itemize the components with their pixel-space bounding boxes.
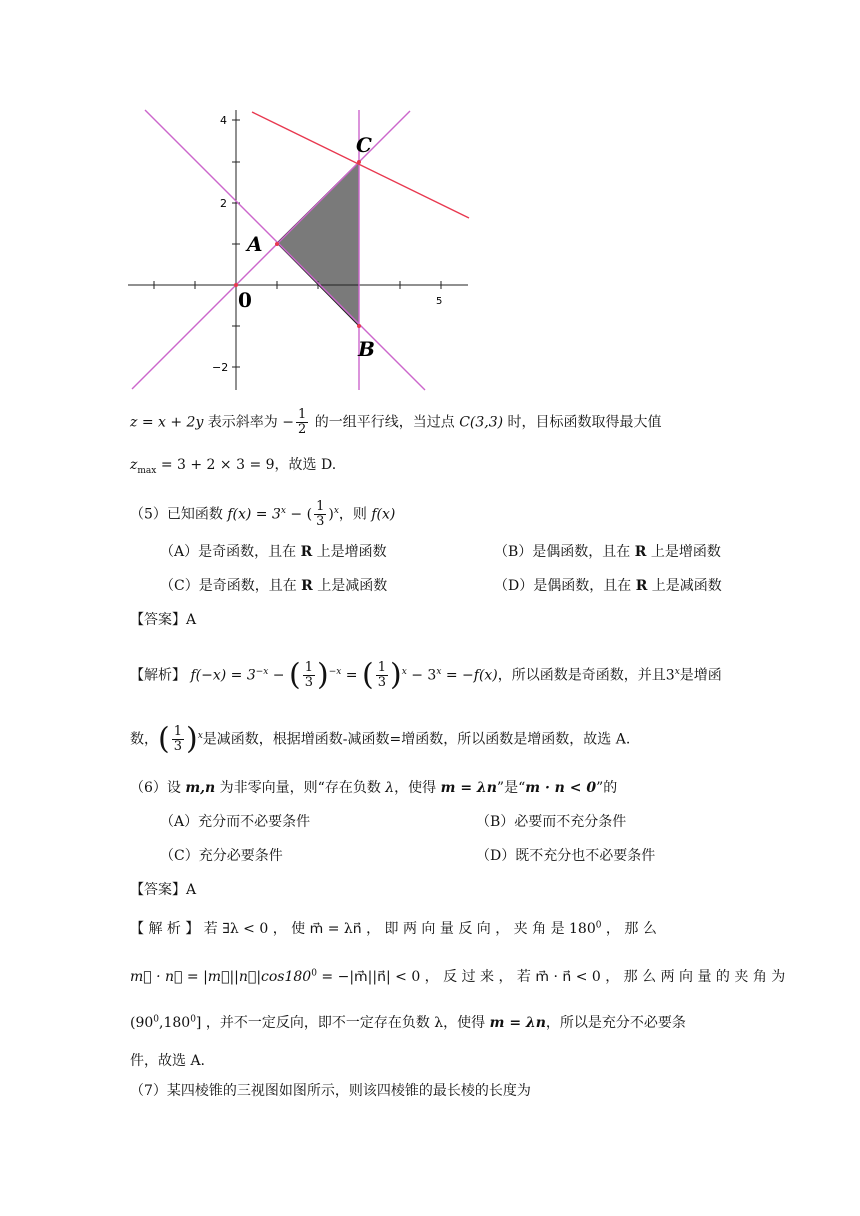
tick-label-yneg2: −2 bbox=[212, 361, 229, 374]
q4-line2: $z_{max} = 3 + 2 \times 3 = 9$，故选 D. bbox=[130, 457, 337, 476]
q5-option-a: （A）是奇函数，且在 R 上是增函数 bbox=[160, 544, 387, 560]
tick-label-x5: 5 bbox=[436, 296, 443, 307]
q5-option-b: （B）是偶函数，且在 R 上是增函数 bbox=[494, 544, 721, 560]
q6-option-a: （A）充分而不必要条件 bbox=[160, 814, 311, 830]
feasible-region-figure bbox=[128, 108, 472, 392]
point-c-dot bbox=[357, 160, 361, 164]
feasible-region bbox=[277, 162, 359, 326]
point-origin-dot bbox=[234, 283, 238, 287]
q6-option-b: （B）必要而不充分条件 bbox=[476, 814, 627, 830]
q5-answer: 【答案】A bbox=[130, 612, 197, 628]
label-origin: 0 bbox=[238, 288, 252, 312]
label-b: B bbox=[358, 337, 375, 361]
tick-label-y4: 4 bbox=[220, 114, 227, 127]
label-a: A bbox=[247, 232, 263, 256]
q7-stem: （7）某四棱锥的三视图如图所示，则该四棱锥的最长棱的长度为 bbox=[130, 1083, 531, 1099]
q5-analysis-line2: 数，( $\frac{1}{3}$ )$^x$是减函数，根据增函数-减函数=增函数，所以函数是增函数，故选 A. bbox=[130, 721, 631, 757]
point-a-dot bbox=[275, 242, 279, 246]
objective-line bbox=[252, 112, 469, 218]
q6-option-d: （D）既不充分也不必要条件 bbox=[476, 848, 656, 864]
q5-stem: （5）已知函数 $f(x) = 3^x$ − ( $\frac{1}{3}$ )$^x$，则 f(x) bbox=[130, 499, 396, 529]
tick-label-y2: 2 bbox=[220, 197, 227, 210]
q6-stem: （6）设 m,n 为非零向量，则“存在负数 λ，使得 m = λn”是“m · n < 0”的 bbox=[130, 780, 618, 796]
q6-answer: 【答案】A bbox=[130, 882, 197, 898]
q5-analysis-line1: 【解析】 $f(-x) = 3^{-x}$ − ( $\frac{1}{3}$ )$^{-x}$ = ( $\frac{1}{3}$ )$^x - 3^x = -f(x)$，所以函数是奇函数，并且3$^x$是增函 bbox=[130, 657, 722, 693]
q5-option-c: （C）是奇函数，且在 R 上是减函数 bbox=[160, 578, 388, 594]
q5-option-d: （D）是偶函数，且在 R 上是减函数 bbox=[494, 578, 722, 594]
label-c: C bbox=[356, 133, 372, 157]
q6-analysis-line4: 件，故选 A. bbox=[130, 1053, 206, 1069]
q6-analysis-line3: $(90^0,180^0]$ ，并不一定反向，即不一定存在负数 λ，使得 m = λn，所以是充分不必要条 bbox=[130, 1014, 686, 1031]
point-b-dot bbox=[357, 324, 361, 328]
q6-analysis-line2: m⃗ · n⃗ = $|m⃗||n⃗|\cos 180^0$ = −|m⃗||n⃗| < 0 ， 反 过 来 ， 若 m⃗ · n⃗ < 0 ， 那 么 两 向 量 的 夹 角 为 bbox=[130, 968, 786, 985]
q6-option-c: （C）充分必要条件 bbox=[160, 848, 283, 864]
line-x-plus-y-eq-2 bbox=[145, 110, 425, 390]
coordinate-plot bbox=[128, 108, 472, 392]
q4-line1: z = x + 2y 表示斜率为 − $\frac{1}{2}$ 的一组平行线，当过点 C(3,3) 时，目标函数取得最大值 bbox=[130, 407, 662, 437]
q6-analysis-line1: 【 解 析 】 若 ∃λ < 0 ， 使 m⃗ = λn⃗ ， 即 两 向 量 反 向 ， 夹 角 是 $180^0$ ， 那 么 bbox=[130, 920, 657, 937]
